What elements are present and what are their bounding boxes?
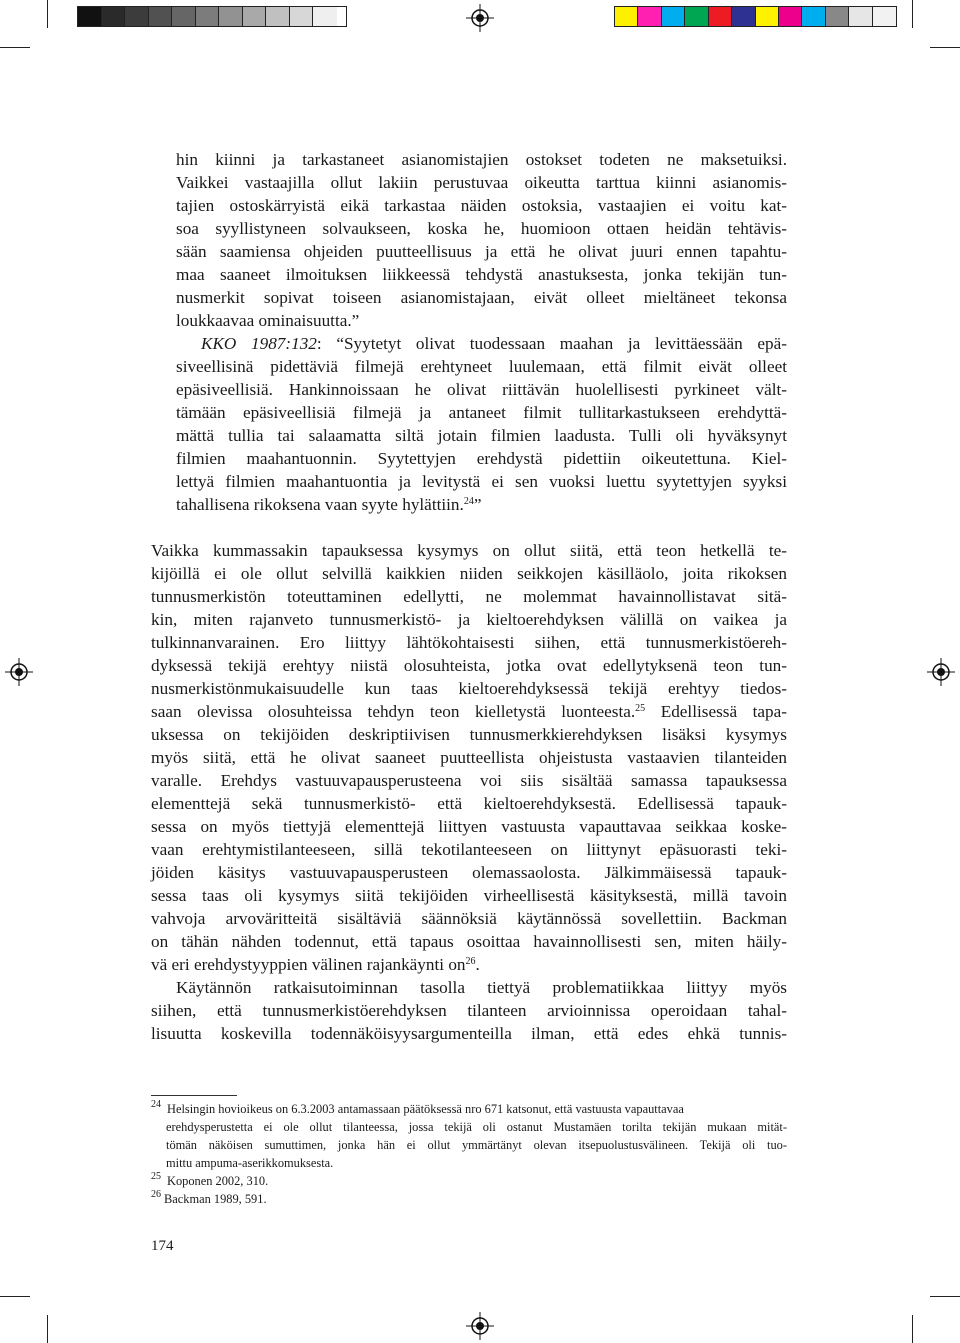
text-segment: vä eri erehdystyyppien välinen rajankäynti on [151, 955, 466, 974]
color-swatch [102, 7, 126, 26]
case-first-line [176, 332, 787, 355]
crop-mark [930, 1296, 960, 1297]
crop-mark [912, 1315, 913, 1343]
color-swatch [196, 7, 220, 26]
color-swatch [732, 7, 755, 26]
footnote-divider [151, 1095, 237, 1096]
text-line: dyksessä tekijä erehtyy niistä olosuhteista, jotka ovat edellytyksenä teon tun- [151, 656, 787, 675]
text-line: sessa on myös tiettyjä elementtejä liittyen vastuusta vapauttavaa seikkaa koske- [151, 817, 787, 836]
closing-quote: ” [473, 495, 482, 514]
text-line: Vaikka kummassakin tapauksessa kysymys on ollut siitä, että teon hetkellä te- [151, 541, 787, 560]
text-line-with-footnote [151, 953, 787, 976]
footnote-25 [151, 1172, 787, 1190]
body-paragraph [151, 539, 787, 1045]
registration-mark-icon [5, 658, 33, 686]
color-swatch [78, 7, 102, 26]
text-line: nusmerkit sopivat toiseen asianomistajaan, eivät olleet mieltäneet tekonsa [176, 288, 787, 307]
footnote-number: 25 [151, 1171, 161, 1182]
text-line: siveellisinä pidettäviä filmejä erehtyneet luulemaan, että filmit eivät olleet [176, 357, 787, 376]
footnote-number: 26 [151, 1189, 161, 1200]
text-line: kin, miten rajanveto tunnusmerkistö- ja kieltoerehdyksen välillä on vaikea ja [151, 610, 787, 629]
color-swatch [313, 7, 337, 26]
text-line: tajien ostoskärryistä eikä tarkastaa näiden ostoksia, vastaajien ei voitu kat- [176, 196, 787, 215]
text-line: vahvoja arvoväritteitä sisältäviä säännöksiä käytännössä sovellettiin. Backman [151, 909, 787, 928]
text-line: Käytännön ratkaisutoiminnan tasolla tiettyä problematiikkaa liittyy myös [176, 978, 787, 997]
color-swatch [290, 7, 314, 26]
footnote-text: Backman 1989, 591. [164, 1192, 267, 1206]
footnote-26 [151, 1190, 787, 1208]
text-line: lisuutta koskevilla todennäköisyysargumenteilla ilman, että edes ehkä tunnis- [151, 1024, 787, 1043]
text-line: siihen, että tunnusmerkistöerehdyksen tilanteen arvioinnissa operoidaan tahal- [151, 1001, 787, 1020]
page-number: 174 [151, 1238, 174, 1254]
color-swatch [685, 7, 708, 26]
footnote-text: erehdysperustetta ei ole ollut tilanteessa, jossa tekijä oli ostanut Mustamäen torilta tekijän mukaan mität- [166, 1120, 787, 1134]
footnote-reference[interactable]: 25 [635, 703, 646, 714]
crop-mark [0, 47, 30, 48]
footnotes [151, 1100, 787, 1208]
text-line: uksessa on tekijöiden deskriptiivisen tunnusmerkkierehdyksen lisäksi kysymys [151, 725, 787, 744]
color-swatch [125, 7, 149, 26]
text-segment: Edellisessä tapa- [645, 702, 787, 721]
footnote-text: tömän näköisen sumuttimen, jonka hän ei ollut ymmärtänyt olevan itsepuolustusvälineen. Tekijä oli tuo- [166, 1138, 787, 1152]
color-swatch [615, 7, 638, 26]
text-line: : “Syytetyt olivat tuodessaan maahan ja levittäessään epä- [316, 334, 787, 353]
registration-mark-icon [466, 4, 494, 32]
text-line: tämään epäsiveellisiä filmejä ja antaneet filmit tullitarkastukseen erehdyttä- [176, 403, 787, 422]
text-line: jöiden käsitys vastuuvapausperusteen olemassaolosta. Jälkimmäisessä tapauk- [151, 863, 787, 882]
text-line: maa saaneet ilmoituksen liikkeessä tehdystä anastuksesta, jonka tekijän tun- [176, 265, 787, 284]
text-line: nusmerkistönmukaisuudelle kun taas kieltoerehdyksessä tekijä erehtyy tiedos- [151, 679, 787, 698]
color-swatch [149, 7, 173, 26]
text-line: sään saamiensa ohjeiden puutteellisuus ja että he olivat juuri ennen tapahtu- [176, 242, 787, 261]
crop-mark [0, 1296, 30, 1297]
text-line: hin kiinni ja tarkastaneet asianomistajien ostokset todeten ne maksetuiksi. [176, 150, 787, 169]
registration-mark-icon [927, 658, 955, 686]
text-line: epäsiveellisiä. Hankinnoissaan he olivat riittävän huolellisesti pyrkineet vält- [176, 380, 787, 399]
text-line: loukkaavaa ominaisuutta.” [176, 311, 360, 330]
color-swatch [219, 7, 243, 26]
footnote-text: Koponen 2002, 310. [167, 1174, 269, 1188]
text-line: tunnusmerkistön toteuttaminen edellytti, ne molemmat havainnollistavat sitä- [151, 587, 787, 606]
color-swatch [802, 7, 825, 26]
footnote-text: Helsingin hovioikeus on 6.3.2003 antamassaan päätöksessä nro 671 katsonut, että vastuusta vapauttavaa [167, 1102, 684, 1116]
text-line: lettyä filmien maahantuontia ja levitystä ei sen vuoksi luettu syytettyjen syyksi [176, 472, 787, 491]
text-line: on tähän nähden todennut, että tapaus osoittaa havainnollisesti sen, miten häily- [151, 932, 787, 951]
text-segment: . [475, 955, 480, 974]
text-line: mättä tullia tai salaamatta siltä jotain filmien laadusta. Tulli oli hyväksynyt [176, 426, 787, 445]
color-calibration-bar [614, 6, 897, 27]
footnote-text: mittu ampuma-aserikkomuksesta. [166, 1156, 334, 1170]
footnote-reference[interactable]: 24 [463, 496, 474, 507]
case-reference: KKO 1987:132 [201, 334, 317, 353]
color-swatch [873, 7, 896, 26]
footnote-reference[interactable]: 26 [465, 956, 476, 967]
color-swatch [662, 7, 685, 26]
text-line: varalle. Erehdys vastuuvapausperusteena voi siis sisältää samassa tapauksessa [151, 771, 787, 790]
text-line-with-footnote [151, 700, 787, 723]
crop-mark [47, 1315, 48, 1343]
crop-mark [912, 0, 913, 28]
color-swatch [756, 7, 779, 26]
color-swatch [849, 7, 872, 26]
crop-mark [47, 0, 48, 28]
color-swatch [826, 7, 849, 26]
color-swatch [172, 7, 196, 26]
text-line: filmien maahantuonnin. Syytettyjen erehdystä pidettiin oikeutettuna. Kiel- [176, 449, 787, 468]
quote-block [176, 148, 787, 516]
case-last-line [176, 493, 787, 516]
color-swatch [266, 7, 290, 26]
color-swatch [638, 7, 661, 26]
text-line: elementtejä sekä tunnusmerkistö- että kieltoerehdyksestä. Edellisessä tapauk- [151, 794, 787, 813]
text-segment: saan olevissa olosuhteissa tehdyn teon kielletystä luonteesta. [151, 702, 636, 721]
color-swatch [709, 7, 732, 26]
grayscale-calibration-bar [77, 6, 347, 27]
color-swatch [779, 7, 802, 26]
text-line: vaan erehtymistilanteeseen, sillä tekotilanteeseen on liittynyt epäsuorasti teki- [151, 840, 787, 859]
text-line: soa syyllistyneen solvaukseen, koska he, huomioon ottaen heidän tehtävis- [176, 219, 787, 238]
footnote-number: 24 [151, 1099, 161, 1110]
text-line: Vaikkei vastaajilla ollut lakiin perustuvaa oikeutta tarttua kiinni asianomis- [176, 173, 787, 192]
text-line: myös siitä, että he olivat saaneet puutteellista ohjeistusta vastaavien tilanteiden [151, 748, 787, 767]
text-line: tulkinnanvarainen. Ero liittyy lähtökohtaisesti siihen, että tunnusmerkistöereh- [151, 633, 787, 652]
crop-mark [930, 47, 960, 48]
text-line: sessa taas oli kysymys siitä tekijöiden virheellisestä käsityksestä, millä tavoin [151, 886, 787, 905]
footnote-24 [151, 1100, 787, 1118]
text-line: tahallisena rikoksena vaan syyte hylättiin. [176, 495, 464, 514]
text-line: kijöillä ei ole ollut selvillä kaikkien niiden seikkojen käsilläolo, joita rikoksen [151, 564, 787, 583]
registration-mark-icon [466, 1312, 494, 1340]
color-swatch [243, 7, 267, 26]
